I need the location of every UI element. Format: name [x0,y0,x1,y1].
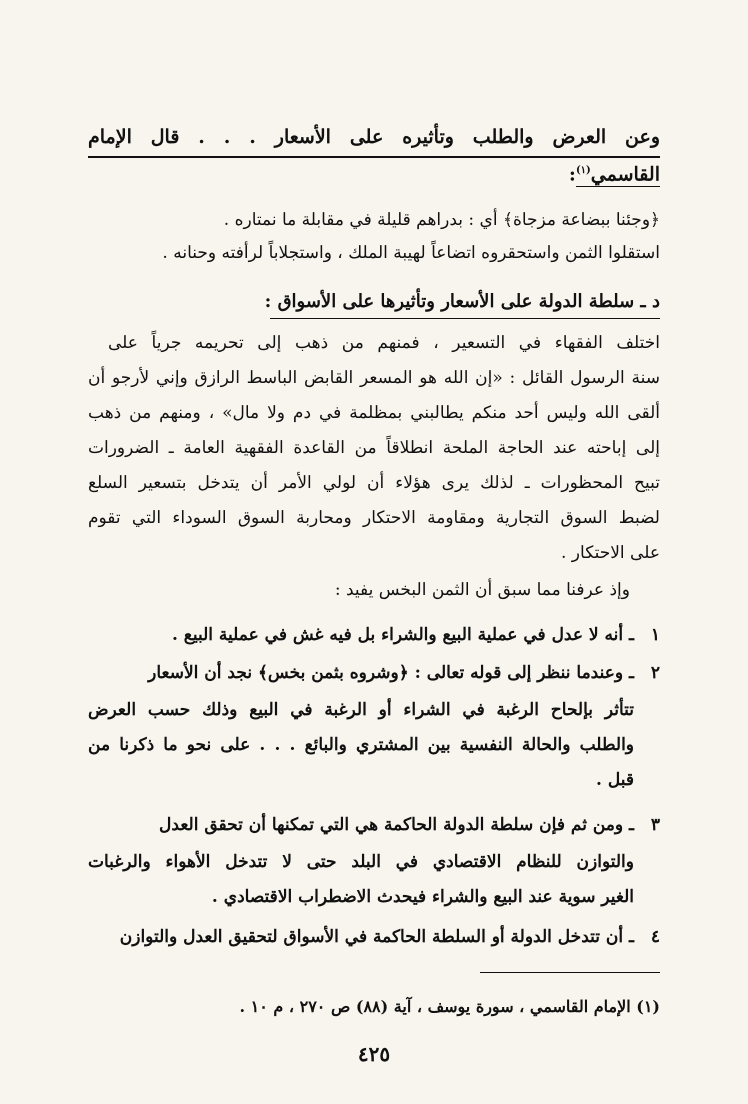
item-text: تتأثر بإلحاح الرغبة في الشراء أو الرغبة في البيع وذلك حسب العرض [88,700,634,720]
list-item [159,812,660,838]
footnote-ref: (١) [575,165,591,176]
item-text: الغير سوية عند البيع والشراء فيحدث الاضطراب الاقتصادي . [211,887,634,907]
paragraph-line: على الاحتكار . [561,543,660,563]
item-text: ـ وعندما ننظر إلى قوله تعالى : ﴿وشروه بثمن بخس﴾ نجد أن الأسعار [148,663,634,683]
quote-line-2: استقلوا الثمن واستحقروه اتضاعاً لهيبة الملك ، واستجلاباً لرأفته وحنانه . [162,243,660,263]
intro-line: وإذ عرفنا مما سبق أن الثمن البخس يفيد : [334,580,630,600]
item-number: ١ [650,625,660,645]
paragraph-line: تبيح المحظورات ـ لذلك يرى هؤلاء أن لولي الأمر أن يتدخل بتسعير السلع [88,473,660,493]
heading-line-1: وعن العرض والطلب وتأثيره على الأسعار . . . قال الإمام [88,126,660,148]
item-number: ٣ [650,815,660,835]
paragraph-line: سنة الرسول القائل : «إن الله هو المسعر القابض الباسط الرازق وإني لأرجو أن [88,368,660,388]
list-item [148,660,660,686]
item-text: قبل . [596,770,634,790]
item-text: والطلب والحالة النفسية بين المشتري والبائع . . . على نحو ما ذكرنا من [88,735,634,755]
list-item [172,622,660,648]
item-number: ٤ [650,927,660,947]
footnote-separator [480,972,660,973]
heading-line-2-underline [576,186,660,187]
list-item [120,924,660,950]
page-number: ٤٢٥ [357,1042,391,1066]
paragraph-line: اختلف الفقهاء في التسعير ، فمنهم من ذهب إلى تحريمه جرياً على [108,333,660,353]
heading-word: القاسمي [590,163,660,186]
item-text: ـ ومن ثم فإن سلطة الدولة الحاكمة هي التي تمكنها أن تحقق العدل [159,815,634,835]
item-text: ـ أنه لا عدل في عملية البيع والشراء بل فيه غش في عملية البيع . [171,625,634,645]
item-text: ـ أن تتدخل الدولة أو السلطة الحاكمة في الأسواق لتحقيق العدل والتوازن [119,927,634,947]
quote-line-1: ﴿وجئنا ببضاعة مزجاة﴾ أي : بدراهم قليلة في مقابلة ما نمتاره . [223,210,660,230]
footnote: (١) الإمام القاسمي ، سورة يوسف ، آية (٨٨) ص ٢٧٠ ، م ١٠ . [239,997,660,1016]
item-number: ٢ [650,663,660,683]
paragraph-line: إلى إباحته عند الحاجة الملحة انطلاقاً من القاعدة الفقهية العامة ـ الضرورات [88,438,660,458]
paragraph-line: لضبط السوق التجارية ومقاومة الاحتكار ومحاربة السوق السوداء التي تقوم [88,508,660,528]
item-text: والتوازن للنظام الاقتصادي في البلد حتى لا تتدخل الأهواء والرغبات [88,852,634,872]
section-d-underline [270,318,660,319]
paragraph-line: ألقى الله وليس أحد منكم يطالبني بمظلمة في دم ولا مال» ، ومنهم من ذهب [88,403,660,423]
heading-colon: : [568,163,576,186]
heading-line-2 [569,158,660,187]
section-d-title: د ـ سلطة الدولة على الأسعار وتأثيرها على الأسواق : [264,291,660,312]
